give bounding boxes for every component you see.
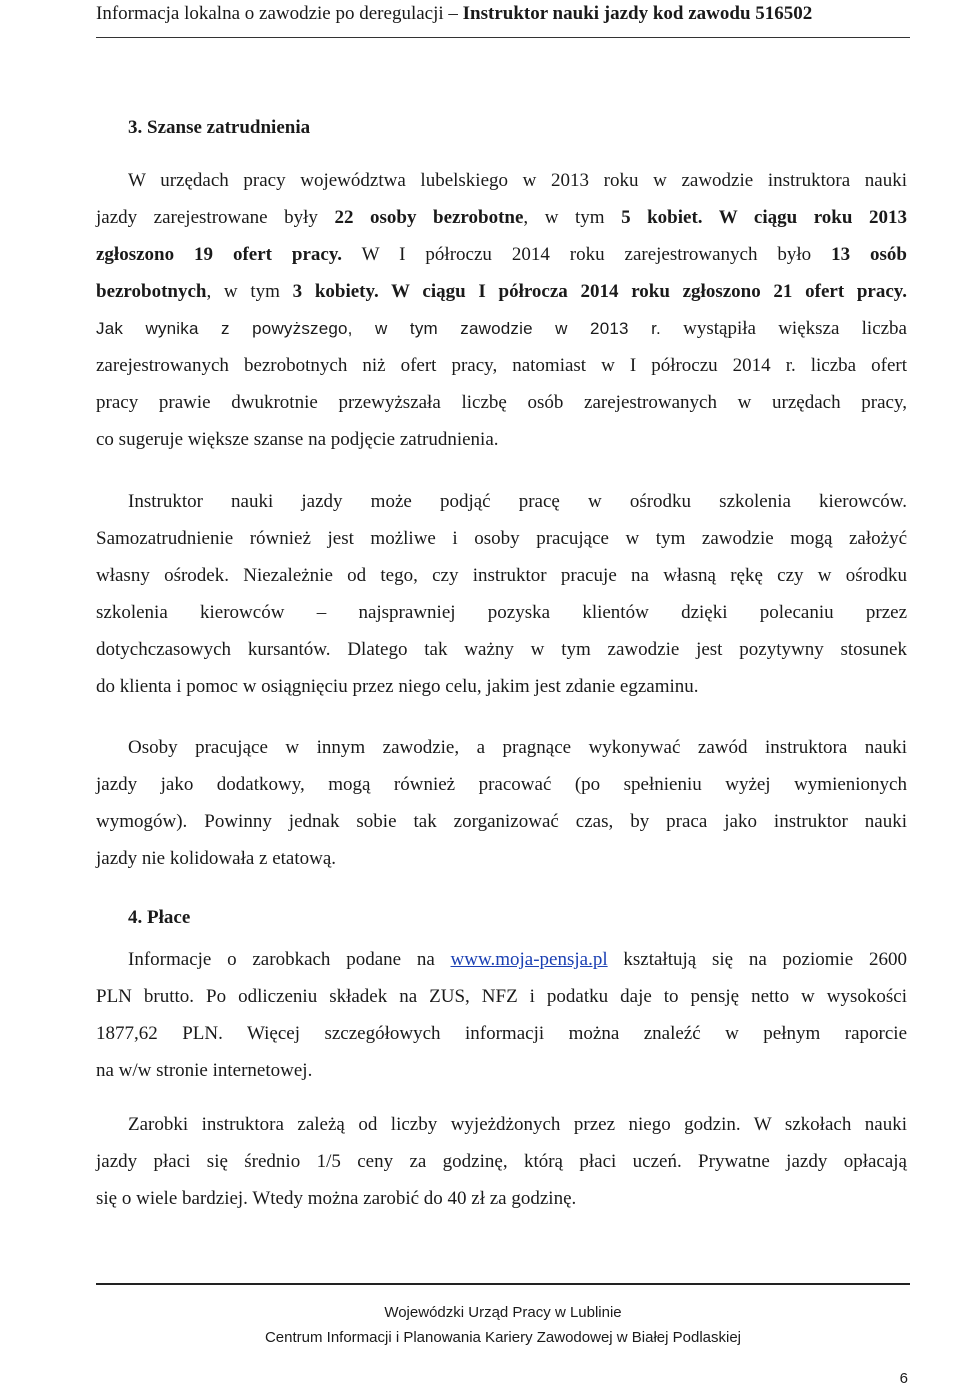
- section-3-paragraph-3: [96, 729, 907, 877]
- section-3-paragraph-2: [96, 483, 907, 705]
- footer-divider: [96, 1283, 910, 1285]
- section-4-heading: 4. Płace: [128, 907, 191, 928]
- text-line: Samozatrudnienie również jest możliwe i osoby pracujące w tym zawodzie mogą założyć: [96, 528, 907, 549]
- text-line: jazdy jako dodatkowy, mogą również pracować (po spełnieniu wyżej wymienionych: [96, 774, 907, 795]
- text-line: się o wiele bardziej. Wtedy można zarobić do 40 zł za godzinę.: [96, 1188, 577, 1209]
- text-line: 1877,62 PLN. Więcej szczegółowych informacji można znaleźć w pełnym raporcie: [96, 1023, 907, 1044]
- text-line: Informacje o zarobkach podane na www.moja-pensja.pl kształtują się na poziomie 2600: [128, 949, 907, 970]
- section-4-paragraph-2: [96, 1106, 907, 1217]
- text-line: własny ośrodek. Niezależnie od tego, czy instruktor pracuje na własną rękę czy w ośrodku: [96, 565, 907, 586]
- section-4-paragraph-1: [96, 941, 907, 1089]
- text-line: dotychczasowych kursantów. Dlatego tak ważny w tym zawodzie jest pozytywny stosunek: [96, 639, 907, 660]
- header-prefix: Informacja lokalna o zawodzie po deregulacji –: [96, 3, 463, 24]
- text-line: bezrobotnych, w tym 3 kobiety. W ciągu I półrocza 2014 roku zgłoszono 21 ofert pracy.: [96, 281, 907, 302]
- text-line: Jak wynika z powyższego, w tym zawodzie w 2013 r. wystąpiła większa liczba: [96, 318, 907, 339]
- text-line: Osoby pracujące w innym zawodzie, a pragnące wykonywać zawód instruktora nauki: [128, 737, 907, 758]
- footer-organization: Wojewódzki Urząd Pracy w Lublinie: [384, 1304, 622, 1321]
- text-line: co sugeruje większe szanse na podjęcie zatrudnienia.: [96, 429, 499, 450]
- text-line: zgłoszono 19 ofert pracy. W I półroczu 2014 roku zarejestrowanych było 13 osób: [96, 244, 908, 265]
- text-line: jazdy nie kolidowała z etatową.: [96, 848, 337, 869]
- section-3-paragraph-1: [96, 162, 907, 458]
- text-line: pracy prawie dwukrotnie przewyższała liczbę osób zarejestrowanych w urzędach pracy,: [96, 392, 907, 413]
- header-title: Instruktor nauki jazdy kod zawodu 516502: [462, 3, 813, 24]
- text-line: Zarobki instruktora zależą od liczby wyjeżdżonych przez niego godzin. W szkołach nauki: [128, 1114, 907, 1135]
- text-line: zarejestrowanych bezrobotnych niż ofert pracy, natomiast w I półroczu 2014 r. liczba ofert: [96, 355, 907, 376]
- text-line: jazdy zarejestrowane były 22 osoby bezrobotne, w tym 5 kobiet. W ciągu roku 2013: [96, 207, 907, 228]
- running-header: [96, 2, 910, 26]
- moja-pensja-link[interactable]: www.moja-pensja.pl: [450, 949, 608, 970]
- section-3-heading: 3. Szanse zatrudnienia: [128, 117, 311, 138]
- text-line: wymogów). Powinny jednak sobie tak zorganizować czas, by praca jako instruktor nauki: [96, 811, 907, 832]
- text-line: Instruktor nauki jazdy może podjąć pracę w ośrodku szkolenia kierowców.: [128, 491, 907, 512]
- text-line: jazdy płaci się średnio 1/5 ceny za godzinę, którą płaci uczeń. Prywatne jazdy opłacają: [96, 1151, 907, 1172]
- text-line: PLN brutto. Po odliczeniu składek na ZUS, NFZ i podatku daje to pensję netto w wysokości: [96, 986, 907, 1007]
- text-line: szkolenia kierowców – najsprawniej pozyska klientów dzięki polecaniu przez: [96, 602, 907, 623]
- text-line: W urzędach pracy województwa lubelskiego w 2013 roku w zawodzie instruktora nauki: [128, 170, 907, 191]
- header-divider: [96, 37, 910, 38]
- footer-department: Centrum Informacji i Planowania Kariery Zawodowej w Białej Podlaskiej: [264, 1329, 742, 1346]
- text-line: na w/w stronie internetowej.: [96, 1060, 313, 1081]
- page-number: 6: [899, 1370, 908, 1387]
- text-line: do klienta i pomoc w osiągnięciu przez niego celu, jakim jest zdanie egzaminu.: [96, 676, 699, 697]
